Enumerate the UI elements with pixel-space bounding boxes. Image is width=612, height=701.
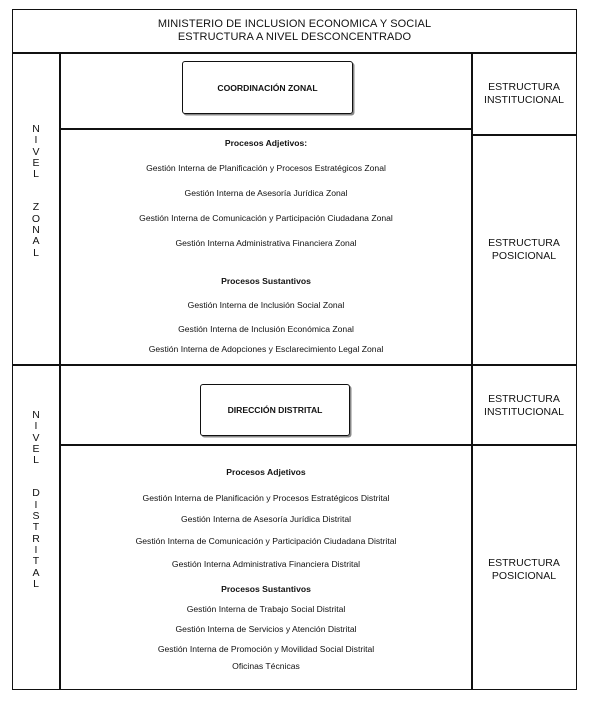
structure-label-line: INSTITUCIONAL <box>484 406 564 418</box>
district-label-char: I <box>34 420 38 433</box>
zonal-label-char: N <box>32 123 40 135</box>
zonal-label-char: I <box>34 134 38 147</box>
district-inner-divider <box>60 444 577 446</box>
level-divider <box>12 364 577 366</box>
district-label-char: L <box>33 577 39 590</box>
district-label-char: S <box>32 510 40 523</box>
zonal-adjective-item: Gestión Interna de Asesoría Jurídica Zonal <box>184 188 348 198</box>
district-label-char: L <box>33 454 39 467</box>
zonal-substantive-item: Gestión Interna de Adopciones y Esclarecimiento Legal Zonal <box>148 344 384 354</box>
zonal-vertical-label <box>13 124 59 259</box>
header-line-2: ESTRUCTURA A NIVEL DESCONCENTRADO <box>177 31 412 43</box>
district-structure-positional <box>472 557 576 583</box>
zonal-substantive-title: Procesos Sustantivos <box>221 276 311 286</box>
district-substantive-title: Procesos Sustantivos <box>221 584 311 594</box>
zonal-adjective-title: Procesos Adjetivos: <box>224 138 308 148</box>
district-direction-box <box>200 384 350 436</box>
zonal-label-char: L <box>33 168 39 181</box>
district-substantive-item: Gestión Interna de Promoción y Movilidad Social Distrital <box>157 644 375 654</box>
district-substantive-item: Oficinas Técnicas <box>232 661 300 671</box>
zonal-structure-institutional <box>472 81 576 107</box>
district-adjective-title: Procesos Adjetivos <box>226 467 306 477</box>
district-adjective-item: Gestión Interna de Planificación y Procesos Estratégicos Distrital <box>142 493 390 503</box>
zonal-label-char: O <box>31 212 41 225</box>
district-label-char: I <box>34 543 38 556</box>
structure-label-line: ESTRUCTURA <box>488 557 560 569</box>
header-divider <box>12 52 577 54</box>
zonal-inner-divider <box>60 128 472 130</box>
district-direction-label: DIRECCIÓN DISTRITAL <box>227 405 323 415</box>
coordination-zonal-box <box>182 61 353 114</box>
district-label-char: V <box>32 431 40 444</box>
zonal-adjective-item: Gestión Interna de Comunicación y Participación Ciudadana Zonal <box>139 213 393 223</box>
district-label-char: R <box>32 532 40 545</box>
structure-label-line: ESTRUCTURA <box>488 81 560 93</box>
zonal-structure-positional <box>472 237 576 263</box>
district-label-char: T <box>32 521 40 534</box>
zonal-label-char: E <box>32 156 40 169</box>
district-label-char: T <box>32 555 40 568</box>
zonal-label-gap <box>13 180 59 202</box>
structure-label-line: INSTITUCIONAL <box>484 94 564 106</box>
zonal-adjective-item: Gestión Interna Administrativa Financiera Zonal <box>175 238 357 248</box>
zonal-adjective-item: Gestión Interna de Planificación y Procesos Estratégicos Zonal <box>146 163 386 173</box>
header-line-1: MINISTERIO DE INCLUSION ECONOMICA Y SOCIAL <box>157 18 432 30</box>
district-label-gap <box>13 466 59 488</box>
zonal-right-divider <box>472 134 577 136</box>
structure-label-line: ESTRUCTURA <box>488 393 560 405</box>
district-substantive-item: Gestión Interna de Servicios y Atención Distrital <box>175 624 357 634</box>
district-substantive-item: Gestión Interna de Trabajo Social Distrital <box>186 604 346 614</box>
district-label-char: E <box>32 442 40 455</box>
district-label-char: D <box>32 487 40 500</box>
district-label-char: A <box>32 566 40 579</box>
structure-label-line: POSICIONAL <box>491 250 557 262</box>
zonal-label-char: N <box>32 224 40 237</box>
structure-label-line: ESTRUCTURA <box>488 237 560 249</box>
district-adjective-item: Gestión Interna de Comunicación y Participación Ciudadana Distrital <box>135 536 397 546</box>
district-adjective-item: Gestión Interna de Asesoría Jurídica Distrital <box>180 514 352 524</box>
district-vertical-label <box>13 410 59 590</box>
zonal-label-char: V <box>32 145 40 158</box>
district-adjective-item: Gestión Interna Administrativa Financiera Distrital <box>171 559 361 569</box>
district-label-char: N <box>32 409 40 421</box>
district-structure-institutional <box>472 393 576 419</box>
zonal-substantive-item: Gestión Interna de Inclusión Económica Zonal <box>178 324 354 334</box>
zonal-label-char: L <box>33 246 39 259</box>
zonal-label-char: Z <box>32 201 40 214</box>
document-header <box>13 10 576 52</box>
zonal-label-char: A <box>32 235 40 248</box>
district-label-char: I <box>34 498 38 511</box>
coordination-zonal-label: COORDINACIÓN ZONAL <box>217 82 318 93</box>
structure-label-line: POSICIONAL <box>491 570 557 582</box>
zonal-substantive-item: Gestión Interna de Inclusión Social Zonal <box>187 300 345 310</box>
